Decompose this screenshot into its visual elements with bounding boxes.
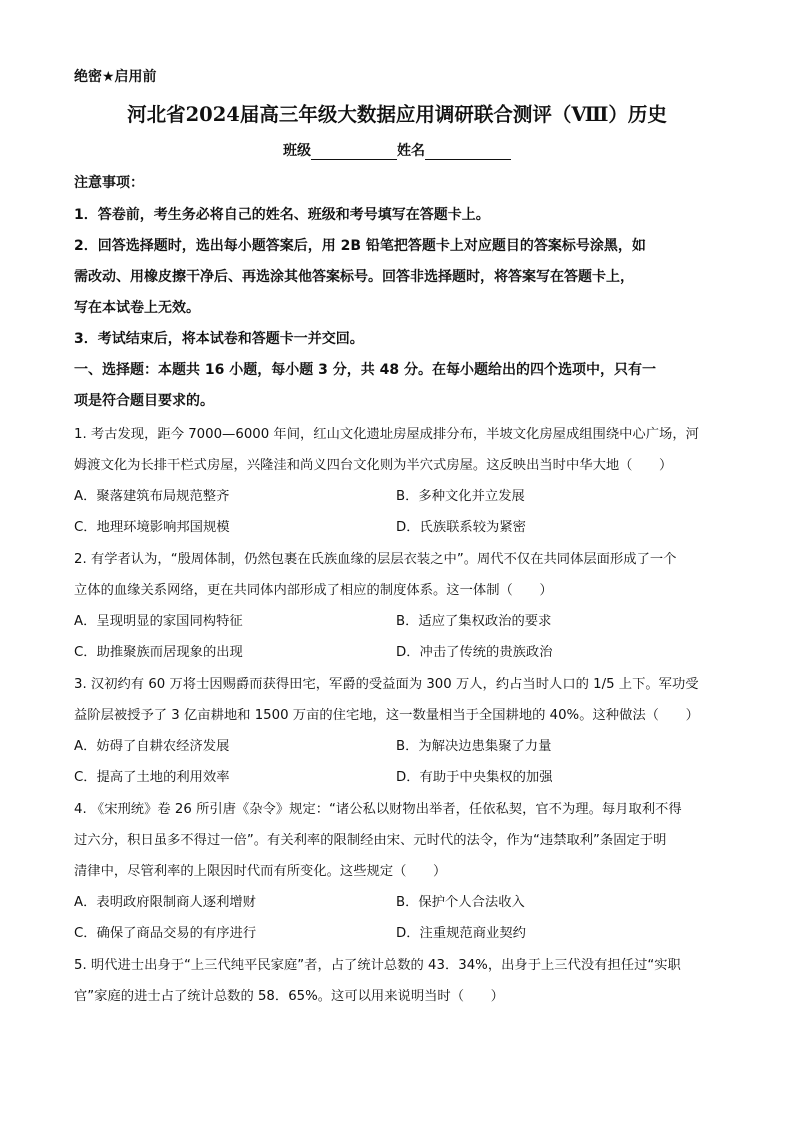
class-name-line — [0, 140, 794, 160]
question-5-line-2: 官”家庭的进士占了统计总数的 58．65%。这可以用来说明当时（ ） — [74, 989, 504, 1004]
question-4-line-1: 4. 《宋刑统》卷 26 所引唐《杂令》规定：“诸公私以财物出举者，任依私契，官不为理。每月取利不得 — [74, 802, 682, 817]
question-4-option-b[interactable]: B．保护个人合法收入 — [396, 895, 525, 910]
class-label: 班级 — [283, 143, 311, 159]
name-blank[interactable] — [425, 145, 511, 160]
question-2-line-2: 立体的血缘关系网络，更在共同体内部形成了相应的制度体系。这一体制（ ） — [74, 583, 553, 598]
question-1-option-d[interactable]: D．氏族联系较为紧密 — [396, 520, 526, 535]
question-3-line-2: 益阶层被授予了 3 亿亩耕地和 1500 万亩的住宅地，这一数量相当于全国耕地的 40%。这种做法（ ） — [74, 708, 699, 723]
question-3-line-1: 3. 汉初约有 60 万将士因赐爵而获得田宅，军爵的受益面为 300 万人，约占当时人口的 1/5 上下。军功受 — [74, 677, 699, 692]
question-4-option-c[interactable]: C．确保了商品交易的有序进行 — [74, 926, 257, 941]
notice-item-2-cont: 需改动、用橡皮擦干净后、再选涂其他答案标号。回答非选择题时，将答案写在答题卡上， — [74, 269, 634, 285]
section-heading-cont: 项是符合题目要求的。 — [74, 393, 214, 409]
class-blank[interactable] — [311, 145, 397, 160]
question-1-option-c[interactable]: C．地理环境影响邦国规模 — [74, 520, 230, 535]
question-4-option-a[interactable]: A．表明政府限制商人逐利增财 — [74, 895, 256, 910]
notice-item-1: 1．答卷前，考生务必将自己的姓名、班级和考号填写在答题卡上。 — [74, 207, 490, 223]
notice-item-3: 3．考试结束后，将本试卷和答题卡一并交回。 — [74, 331, 364, 347]
question-5-line-1: 5. 明代进士出身于“上三代纯平民家庭”者，占了统计总数的 43．34%，出身于上三代没有担任过“实职 — [74, 958, 681, 973]
notice-item-2: 2．回答选择题时，选出每小题答案后，用 2B 铅笔把答题卡上对应题目的答案标号涂黑，如 — [74, 238, 646, 254]
question-2-option-b[interactable]: B．适应了集权政治的要求 — [396, 614, 552, 629]
notice-item-2-cont2: 写在本试卷上无效。 — [74, 300, 200, 316]
name-label: 姓名 — [397, 143, 425, 159]
question-1-line-2: 姆渡文化为长排干栏式房屋，兴隆洼和尚义四台文化则为半穴式房屋。这反映出当时中华大地（ ） — [74, 458, 673, 473]
question-1-option-a[interactable]: A．聚落建筑布局规范整齐 — [74, 489, 230, 504]
question-2-option-d[interactable]: D．冲击了传统的贵族政治 — [396, 645, 553, 660]
question-4-option-d[interactable]: D．注重规范商业契约 — [396, 926, 526, 941]
question-2-option-c[interactable]: C．助推聚族而居现象的出现 — [74, 645, 243, 660]
question-2-option-a[interactable]: A．呈现明显的家国同构特征 — [74, 614, 243, 629]
question-1-option-b[interactable]: B．多种文化并立发展 — [396, 489, 525, 504]
exam-title: 河北省2024届高三年级大数据应用调研联合测评（Ⅷ）历史 — [127, 103, 667, 126]
section-heading: 一、选择题：本题共 16 小题，每小题 3 分，共 48 分。在每小题给出的四个选项中，只有一 — [74, 362, 656, 378]
question-2-line-1: 2. 有学者认为，“殷周体制，仍然包裹在氏族血缘的层层衣装之中”。周代不仅在共同体层面形成了一个 — [74, 552, 677, 567]
question-3-option-d[interactable]: D．有助于中央集权的加强 — [396, 770, 553, 785]
question-3-option-b[interactable]: B．为解决边患集聚了力量 — [396, 739, 552, 754]
question-4-line-2: 过六分，积日虽多不得过一倍”。有关利率的限制经由宋、元时代的法令，作为“违禁取利”条固定于明 — [74, 833, 667, 848]
question-4-line-3: 清律中，尽管利率的上限因时代而有所变化。这些规定（ ） — [74, 864, 447, 879]
question-3-option-a[interactable]: A．妨碍了自耕农经济发展 — [74, 739, 230, 754]
confidential-mark: 绝密★启用前 — [74, 69, 157, 85]
notice-heading: 注意事项： — [74, 175, 144, 191]
question-1-line-1: 1. 考古发现，距今 7000—6000 年间，红山文化遗址房屋成排分布，半坡文化房屋成组围绕中心广场，河 — [74, 427, 699, 442]
question-3-option-c[interactable]: C．提高了土地的利用效率 — [74, 770, 230, 785]
